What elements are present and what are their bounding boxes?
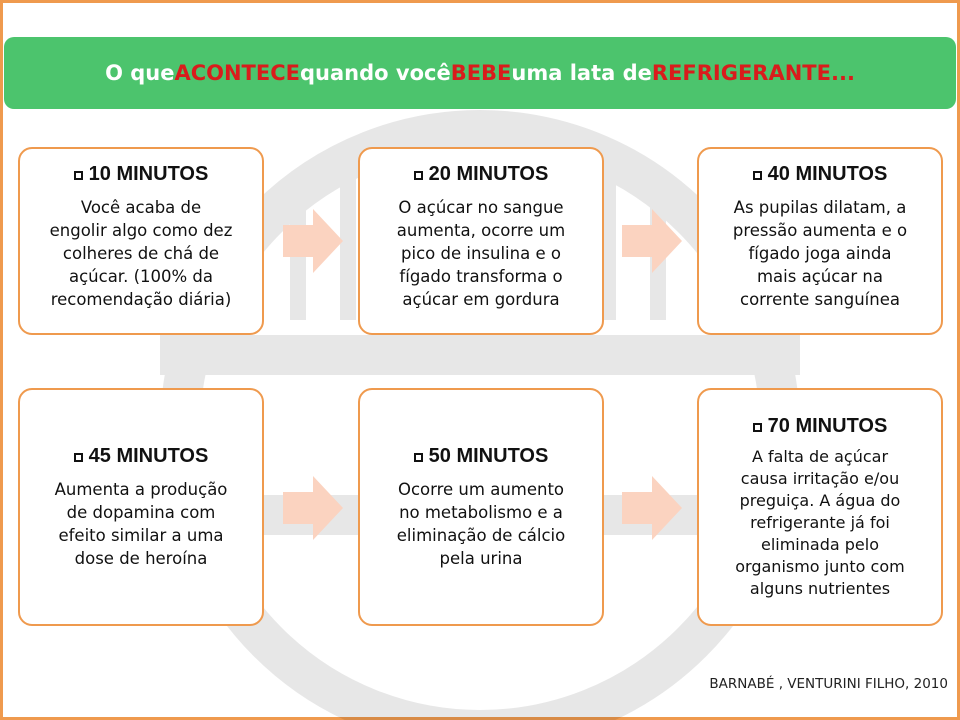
step-card-50-minutos <box>358 388 604 626</box>
step-description: As pupilas dilatam, a pressão aumenta e o fígado joga ainda mais açúcar na corrente sanguínea <box>732 198 908 309</box>
square-bullet-icon <box>414 171 423 180</box>
step-heading <box>74 445 209 468</box>
step-time: 50 MINUTOS <box>428 444 549 467</box>
step-card-20-minutos <box>358 147 604 335</box>
title-highlight-refrigerante: REFRIGERANTE <box>651 61 831 85</box>
page-title <box>4 37 956 109</box>
title-ellipsis: ... <box>830 61 855 85</box>
step-time: 70 MINUTOS <box>767 414 888 437</box>
right-arrow-icon <box>622 209 682 273</box>
right-arrow-icon <box>622 476 682 540</box>
title-highlight-bebe: BEBE <box>450 61 512 85</box>
title-part-3: uma lata de <box>511 61 652 85</box>
title-part-1: O que <box>105 61 175 85</box>
step-heading <box>753 163 888 186</box>
square-bullet-icon <box>74 171 83 180</box>
square-bullet-icon <box>753 171 762 180</box>
step-heading <box>74 163 209 186</box>
square-bullet-icon <box>753 423 762 432</box>
step-description: Aumenta a produção de dopamina com efeito similar a uma dose de heroína <box>54 479 228 568</box>
step-time: 45 MINUTOS <box>88 444 209 467</box>
step-heading <box>753 415 888 438</box>
step-time: 10 MINUTOS <box>88 163 209 185</box>
step-card-40-minutos <box>697 147 943 335</box>
step-card-45-minutos <box>18 388 264 626</box>
step-card-10-minutos <box>18 147 264 335</box>
step-description: Ocorre um aumento no metabolismo e a eliminação de cálcio pela urina <box>396 479 566 568</box>
square-bullet-icon <box>414 453 423 462</box>
square-bullet-icon <box>74 453 83 462</box>
title-part-2: quando você <box>300 61 451 85</box>
title-highlight-acontece: ACONTECE <box>174 61 300 85</box>
step-time: 40 MINUTOS <box>767 163 888 185</box>
right-arrow-icon <box>283 476 343 540</box>
step-heading <box>414 445 549 468</box>
source-credit: BARNABÉ , VENTURINI FILHO, 2010 <box>709 676 948 692</box>
step-time: 20 MINUTOS <box>428 163 549 185</box>
step-description: A falta de açúcar causa irritação e/ou preguiça. A água do refrigerante já foi eliminada pelo organismo junto com alguns nutrientes <box>735 446 905 598</box>
step-description: O açúcar no sangue aumenta, ocorre um pico de insulina e o fígado transforma o açúcar em gordura <box>396 198 566 309</box>
right-arrow-icon <box>283 209 343 273</box>
step-card-70-minutos <box>697 388 943 626</box>
step-heading <box>414 163 549 186</box>
step-description: Você acaba de engolir algo como dez colheres de chá de açúcar. (100% da recomendação diária) <box>49 198 233 309</box>
